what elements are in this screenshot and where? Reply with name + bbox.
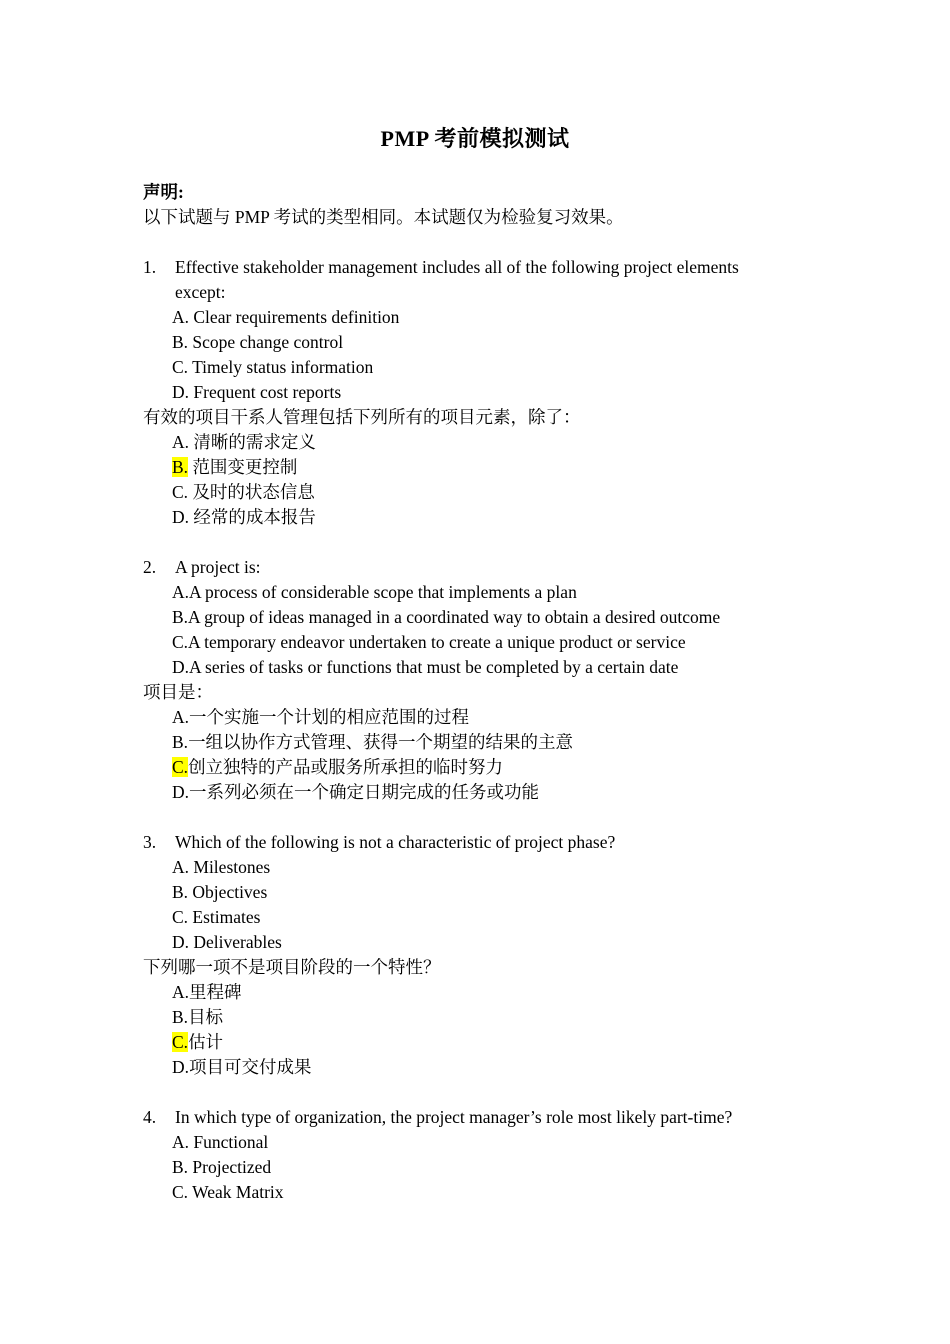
option-marker: A. bbox=[172, 707, 190, 727]
option-text: 创立独特的产品或服务所承担的临时努力 bbox=[188, 757, 504, 777]
question-number: 1. bbox=[143, 257, 157, 277]
option-text: 目标 bbox=[188, 1007, 224, 1027]
question-block bbox=[143, 830, 823, 1080]
option-en: A. Clear requirements definition bbox=[172, 307, 400, 327]
option-en: C. Timely status information bbox=[172, 357, 374, 377]
option-marker: B. bbox=[172, 732, 189, 752]
question-stem-text: Which of the following is not a characteristic of project phase? bbox=[175, 832, 616, 852]
option-en: D. Frequent cost reports bbox=[172, 382, 342, 402]
option-marker-highlighted: C. bbox=[172, 1032, 189, 1052]
option-cn bbox=[143, 1005, 823, 1030]
question-stem-en bbox=[143, 555, 823, 580]
option-marker-highlighted: B. bbox=[172, 457, 189, 477]
option-cn bbox=[143, 780, 823, 805]
option-en: A.A process of considerable scope that implements a plan bbox=[172, 582, 577, 602]
option-marker: C. bbox=[172, 482, 189, 502]
option-marker: D. bbox=[172, 507, 190, 527]
question-number: 2. bbox=[143, 557, 157, 577]
option-en: D. Deliverables bbox=[172, 932, 282, 952]
option-en: C. Estimates bbox=[172, 907, 261, 927]
option-marker-highlighted: C. bbox=[172, 757, 189, 777]
option-cn bbox=[143, 980, 823, 1005]
question-stem-en bbox=[143, 255, 823, 280]
question-stem-cn: 有效的项目干系人管理包括下列所有的项目元素，除了： bbox=[143, 407, 581, 427]
question-block bbox=[143, 1105, 823, 1205]
page-title: PMP 考前模拟测试 bbox=[380, 126, 570, 151]
document-body bbox=[143, 180, 823, 1205]
option-en: A. Milestones bbox=[172, 857, 271, 877]
option-text: 范围变更控制 bbox=[188, 457, 298, 477]
option-en: C.A temporary endeavor undertaken to create a unique product or service bbox=[172, 632, 686, 652]
question-block bbox=[143, 555, 823, 805]
question-stem-cn: 项目是： bbox=[143, 682, 213, 702]
option-cn bbox=[143, 455, 823, 480]
option-cn bbox=[143, 730, 823, 755]
option-marker: B. bbox=[172, 1007, 189, 1027]
question-number: 3. bbox=[143, 832, 157, 852]
question-stem-text: A project is: bbox=[175, 557, 261, 577]
option-text: 一组以协作方式管理、获得一个期望的结果的主意 bbox=[188, 732, 574, 752]
question-block bbox=[143, 255, 823, 530]
option-en: C. Weak Matrix bbox=[172, 1182, 284, 1202]
declaration-section bbox=[143, 180, 823, 230]
option-text: 一个实施一个计划的相应范围的过程 bbox=[189, 707, 470, 727]
option-marker: D. bbox=[172, 1057, 190, 1077]
question-stem-en-cont: except: bbox=[175, 282, 226, 302]
option-en: A. Functional bbox=[172, 1132, 269, 1152]
question-stem-text: In which type of organization, the project manager’s role most likely part-time? bbox=[175, 1107, 733, 1127]
option-text: 项目可交付成果 bbox=[189, 1057, 312, 1077]
question-stem-text: Effective stakeholder management includes all of the following project elements bbox=[175, 257, 739, 277]
option-en: B. Objectives bbox=[172, 882, 268, 902]
option-en: D.A series of tasks or functions that must be completed by a certain date bbox=[172, 657, 679, 677]
option-cn bbox=[143, 1055, 823, 1080]
declaration-body: 以下试题与 PMP 考试的类型相同。本试题仅为检验复习效果。 bbox=[143, 207, 624, 227]
question-stem-cn: 下列哪一项不是项目阶段的一个特性？ bbox=[143, 957, 441, 977]
option-cn bbox=[143, 480, 823, 505]
option-marker: A. bbox=[172, 982, 190, 1002]
question-stem-en bbox=[143, 1105, 823, 1130]
option-en: B. Projectized bbox=[172, 1157, 272, 1177]
option-cn bbox=[143, 755, 823, 780]
option-cn bbox=[143, 430, 823, 455]
option-cn bbox=[143, 705, 823, 730]
question-number: 4. bbox=[143, 1107, 157, 1127]
option-en: B. Scope change control bbox=[172, 332, 344, 352]
option-marker: A. bbox=[172, 432, 190, 452]
option-cn bbox=[143, 505, 823, 530]
option-text: 里程碑 bbox=[189, 982, 242, 1002]
option-en: B.A group of ideas managed in a coordinated way to obtain a desired outcome bbox=[172, 607, 721, 627]
option-text: 经常的成本报告 bbox=[189, 507, 316, 527]
option-text: 清晰的需求定义 bbox=[189, 432, 316, 452]
question-stem-en bbox=[143, 830, 823, 855]
declaration-heading: 声明: bbox=[143, 182, 184, 202]
option-text: 估计 bbox=[188, 1032, 224, 1052]
option-text: 一系列必须在一个确定日期完成的任务或功能 bbox=[189, 782, 540, 802]
option-text: 及时的状态信息 bbox=[188, 482, 315, 502]
option-cn bbox=[143, 1030, 823, 1055]
option-marker: D. bbox=[172, 782, 190, 802]
